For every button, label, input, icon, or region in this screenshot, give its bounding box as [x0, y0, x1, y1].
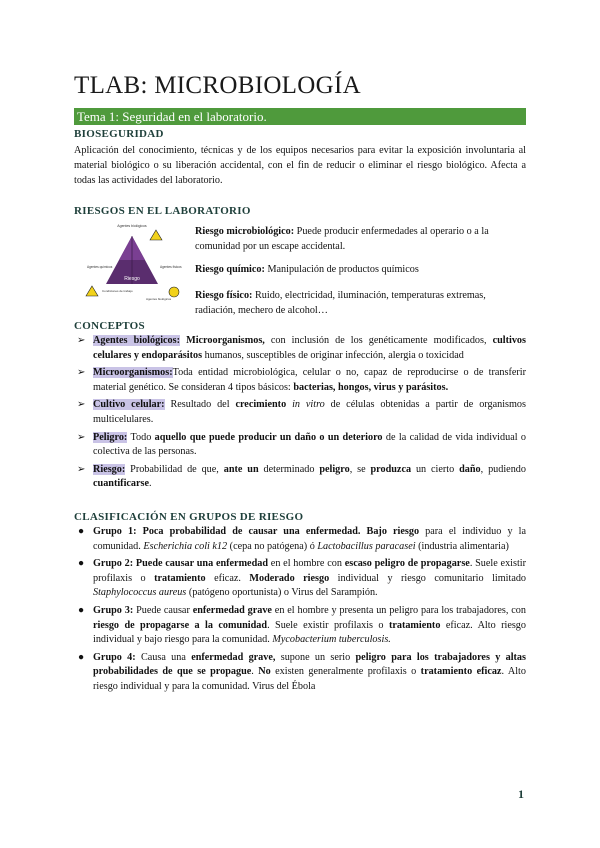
list-item: ➢ Agentes biológicos: Microorganismos, con inclusión de los genéticamente modificados, cultivos celulares y endoparásitos humanos, susceptibles de originar infección, alergia o toxicidad	[77, 335, 526, 361]
risk-term: Riesgo microbiológico:	[195, 226, 295, 237]
risk-item: Riesgo físico: Ruido, electricidad, iluminación, temperaturas extremas, radiación, mechero de alcohol…	[195, 290, 486, 316]
hazard-warning-icon	[150, 230, 162, 240]
risk-term: Riesgo físico:	[195, 290, 253, 301]
section-banner	[74, 108, 526, 125]
arrow-bullet-icon: ➢	[77, 463, 86, 475]
risk-term: Riesgo químico:	[195, 264, 265, 275]
arrow-bullet-icon: ➢	[77, 367, 86, 379]
page-number: 1	[518, 787, 524, 801]
diagram-right-label: Agentes físicos	[160, 265, 182, 269]
diagram-left-label: Agentes químicos	[87, 265, 113, 269]
heading-clasificacion: CLASIFICACIÓN EN GRUPOS DE RIESGO	[74, 511, 304, 523]
risk-item: Riesgo microbiológico: Puede producir enfermedades al operario o a la comunidad por un escape accidental.	[195, 226, 489, 252]
diagram-bottom-left-label: Condiciones de trabajo	[102, 289, 133, 293]
risk-group-list	[74, 525, 526, 698]
arrow-bullet-icon: ➢	[77, 335, 86, 346]
list-item: ● Grupo 3: Puede causar enfermedad grave en el hombre y presenta un peligro para los trabajadores, con riesgo de propagarse a la comunidad. Suele existir profilaxis o tratamiento eficaz. Alto riesgo individual y bajo riesgo para la comunidad. Mycobacterium tuberculosis.	[78, 604, 526, 646]
arrow-bullet-icon: ➢	[77, 431, 86, 443]
arrow-bullet-icon: ➢	[77, 399, 86, 411]
risk-item: Riesgo químico: Manipulación de productos químicos	[195, 264, 419, 275]
diagram-top-label: Agentes biológicos	[117, 224, 147, 228]
list-item: ➢ Riesgo: Probabilidad de que, ante un determinado peligro, se produzca un cierto daño, pudiendo cuantificarse.	[77, 463, 526, 490]
diagram-bottom-right-label: Agentes biológicos	[146, 297, 172, 301]
bullet-icon: ●	[78, 604, 85, 616]
document-title: TLAB: MICROBIOLOGÍA	[74, 72, 361, 99]
bullet-icon: ●	[78, 526, 85, 537]
bullet-icon: ●	[78, 558, 85, 570]
risk-diagram	[84, 222, 184, 302]
heading-conceptos: CONCEPTOS	[74, 320, 145, 332]
biohazard-icon	[169, 287, 179, 297]
concept-list	[74, 334, 526, 495]
list-item: ➢ Cultivo celular: Resultado del crecimiento in vitro de células obtenidas a partir de organismos multicelulares.	[77, 399, 526, 425]
bullet-icon: ●	[78, 651, 85, 663]
list-item: ➢ Microorganismos:Toda entidad microbiológica, celular o no, capaz de reproducirse o de transferir material genético. Se consideran 4 tipos básicos: bacterias, hongos, virus y parásitos.	[77, 367, 526, 393]
list-item: ● Grupo 4: Causa una enfermedad grave, supone un serio peligro para los trabajadores y altas probabilidades de que se propague. No existen generalmente profilaxis o tratamiento eficaz. Alto riesgo individual y para la comunidad. Virus del Ébola	[78, 651, 526, 692]
section-banner-text: Tema 1: Seguridad en el laboratorio.	[77, 109, 267, 124]
bioseguridad-paragraph: Aplicación del conocimiento, técnicas y de los equipos necesarios para evitar la exposición involuntaria al material biológico o su liberación accidental, con el fin de reducir o eliminar el riesgo biológico. Afecta a todas las actividades del laboratorio.	[74, 145, 526, 186]
list-item: ● Grupo 1: Poca probabilidad de causar una enfermedad. Bajo riesgo para el individuo y la comunidad. Escherichia coli k12 (cepa no patógena) ó Lactobacillus paracasei (industria alimentaria)	[78, 526, 527, 552]
heading-bioseguridad: BIOSEGURIDAD	[74, 128, 164, 140]
list-item: ➢ Peligro: Todo aquello que puede producir un daño o un deterioro de la calidad de vida individual o colectiva de las personas.	[77, 431, 527, 458]
diagram-center-label: Riesgo	[124, 276, 140, 282]
list-item: ● Grupo 2: Puede causar una enfermedad en el hombre con escaso peligro de propagarse. Suele existir profilaxis o tratamiento eficaz. Moderado riesgo individual y riesgo comunitario limitado Staphylococcus aureus (patógeno oportunista) o Virus del Sarampión.	[78, 558, 527, 599]
hazard-warning-icon-left	[86, 286, 98, 296]
heading-riesgos: RIESGOS EN EL LABORATORIO	[74, 205, 251, 217]
